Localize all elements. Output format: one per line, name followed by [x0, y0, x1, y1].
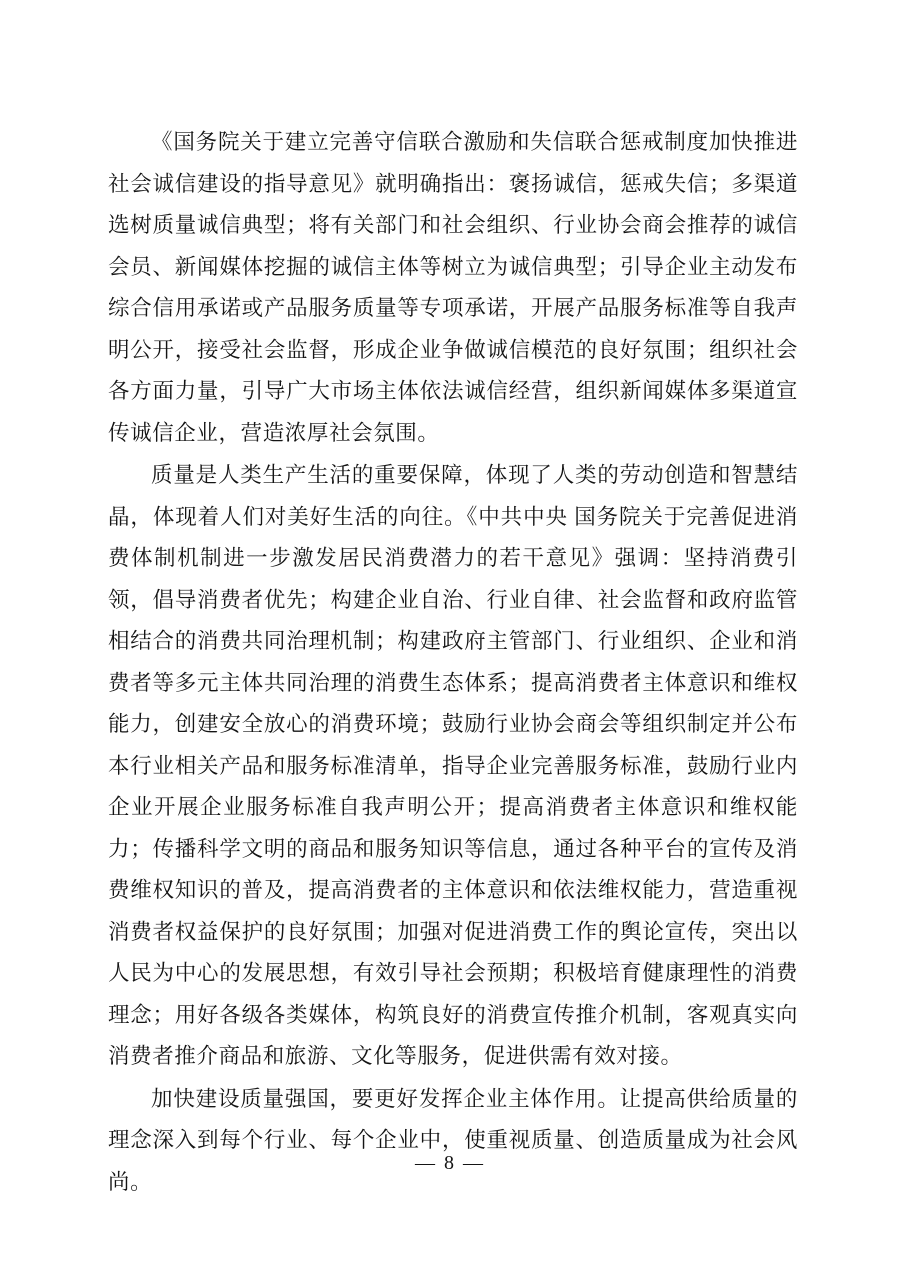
- page-body: [108, 122, 798, 1203]
- paragraph-2: 质量是人类生产生活的重要保障，体现了人类的劳动创造和智慧结晶，体现着人们对美好生活的向往。《中共中央 国务院关于完善促进消费体制机制进一步激发居民消费潜力的若干意见》强调：坚持消费引领，倡导消费者优先；构建企业自治、行业自律、社会监督和政府监管相结合的消费共同治理机制；构建政府主管部门、行业组织、企业和消费者等多元主体共同治理的消费生态体系；提高消费者主体意识和维权能力，创建安全放心的消费环境；鼓励行业协会商会等组织制定并公布本行业相关产品和服务标准清单，指导企业完善服务标准，鼓励行业内企业开展企业服务标准自我声明公开；提高消费者主体意识和维权能力；传播科学文明的商品和服务知识等信息，通过各种平台的宣传及消费维权知识的普及，提高消费者的主体意识和依法维权能力，营造重视消费者权益保护的良好氛围；加强对促进消费工作的舆论宣传，突出以人民为中心的发展思想，有效引导社会预期；积极培育健康理性的消费理念；用好各级各类媒体，构筑良好的消费宣传推介机制，客观真实向消费者推介商品和旅游、文化等服务，促进供需有效对接。: [108, 463, 798, 1068]
- page-number: — 8 —: [415, 1152, 485, 1174]
- paragraph-3: 加快建设质量强国，要更好发挥企业主体作用。让提高供给质量的理念深入到每个行业、每个企业中，使重视质量、创造质量成为社会风尚。: [108, 1086, 798, 1194]
- paragraph-1: 《国务院关于建立完善守信联合激励和失信联合惩戒制度加快推进社会诚信建设的指导意见》就明确指出：褒扬诚信，惩戒失信；多渠道选树质量诚信典型；将有关部门和社会组织、行业协会商会推荐的诚信会员、新闻媒体挖掘的诚信主体等树立为诚信典型；引导企业主动发布综合信用承诺或产品服务质量等专项承诺，开展产品服务标准等自我声明公开，接受社会监督，形成企业争做诚信模范的良好氛围；组织社会各方面力量，引导广大市场主体依法诚信经营，组织新闻媒体多渠道宣传诚信企业，营造浓厚社会氛围。: [108, 130, 798, 445]
